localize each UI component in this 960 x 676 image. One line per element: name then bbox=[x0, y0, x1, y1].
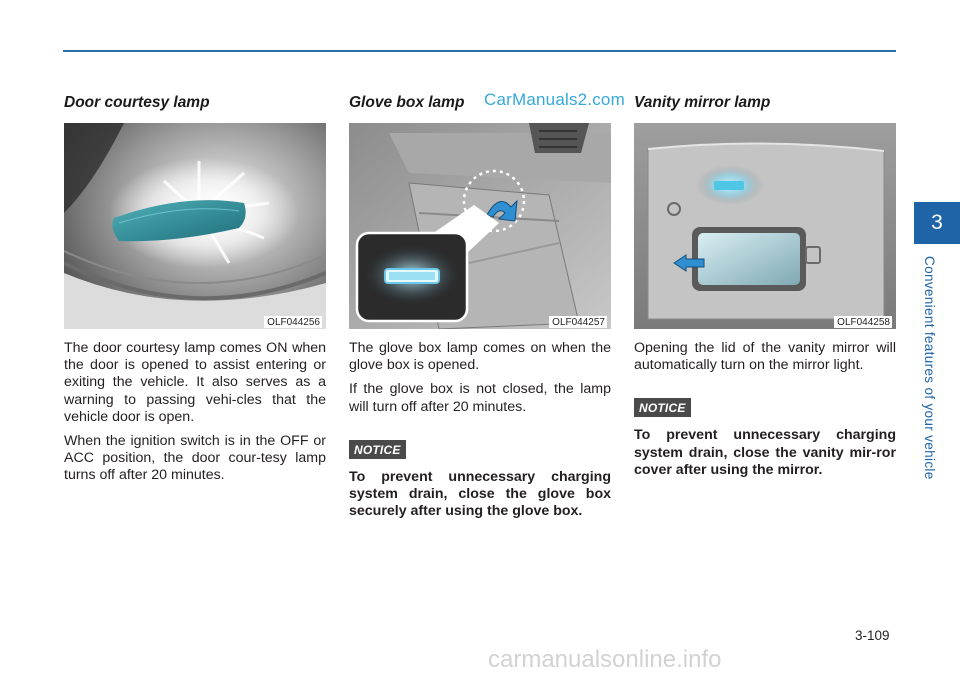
page-number: 3-109 bbox=[855, 628, 890, 643]
notice-text: To prevent unnecessary charging system drain, close the vanity mir-ror cover after using the mirror. bbox=[634, 427, 896, 478]
section-door-courtesy-lamp bbox=[64, 92, 326, 485]
footer-watermark: carmanualsonline.info bbox=[488, 646, 722, 673]
notice-badge: NOTICE bbox=[349, 440, 406, 459]
vanity-mirror-illustration bbox=[634, 123, 896, 329]
figure-code: OLF044256 bbox=[264, 316, 322, 328]
body-paragraph: The door courtesy lamp comes ON when the door is opened to assist entering or exiting the vehicle. It also serves as a warning to passing vehi-cles that the vehicle door is open. bbox=[64, 340, 326, 425]
notice-badge: NOTICE bbox=[634, 398, 691, 417]
section-heading: Door courtesy lamp bbox=[64, 94, 210, 111]
chapter-title-vertical: Convenient features of your vehicle bbox=[922, 256, 937, 480]
vanity-mirror-lamp-figure bbox=[634, 123, 896, 329]
door-courtesy-lamp-figure bbox=[64, 123, 326, 329]
figure-code: OLF044257 bbox=[549, 316, 607, 328]
glove-box-illustration bbox=[349, 123, 611, 329]
door-lamp-illustration bbox=[64, 123, 326, 329]
watermark-carmanuals2: CarManuals2.com bbox=[484, 90, 625, 109]
glove-box-lamp-figure bbox=[349, 123, 611, 329]
top-rule bbox=[63, 50, 896, 52]
body-paragraph: Opening the lid of the vanity mirror will automatically turn on the mirror light. bbox=[634, 340, 896, 374]
notice-text: To prevent unnecessary charging system drain, close the glove box securely after using the glove box. bbox=[349, 468, 611, 520]
section-heading: Vanity mirror lamp bbox=[634, 94, 771, 111]
section-vanity-mirror-lamp bbox=[634, 92, 896, 479]
body-paragraph: If the glove box is not closed, the lamp will turn off after 20 minutes. bbox=[349, 381, 611, 415]
chapter-number-tab: 3 bbox=[914, 202, 960, 244]
section-glove-box-lamp bbox=[349, 92, 611, 520]
section-heading: Glove box lamp bbox=[349, 94, 465, 111]
figure-code: OLF044258 bbox=[834, 316, 892, 328]
body-paragraph: The glove box lamp comes on when the glove box is opened. bbox=[349, 340, 611, 374]
body-paragraph: When the ignition switch is in the OFF or ACC position, the door cour-tesy lamp turns off after 20 minutes. bbox=[64, 433, 326, 484]
